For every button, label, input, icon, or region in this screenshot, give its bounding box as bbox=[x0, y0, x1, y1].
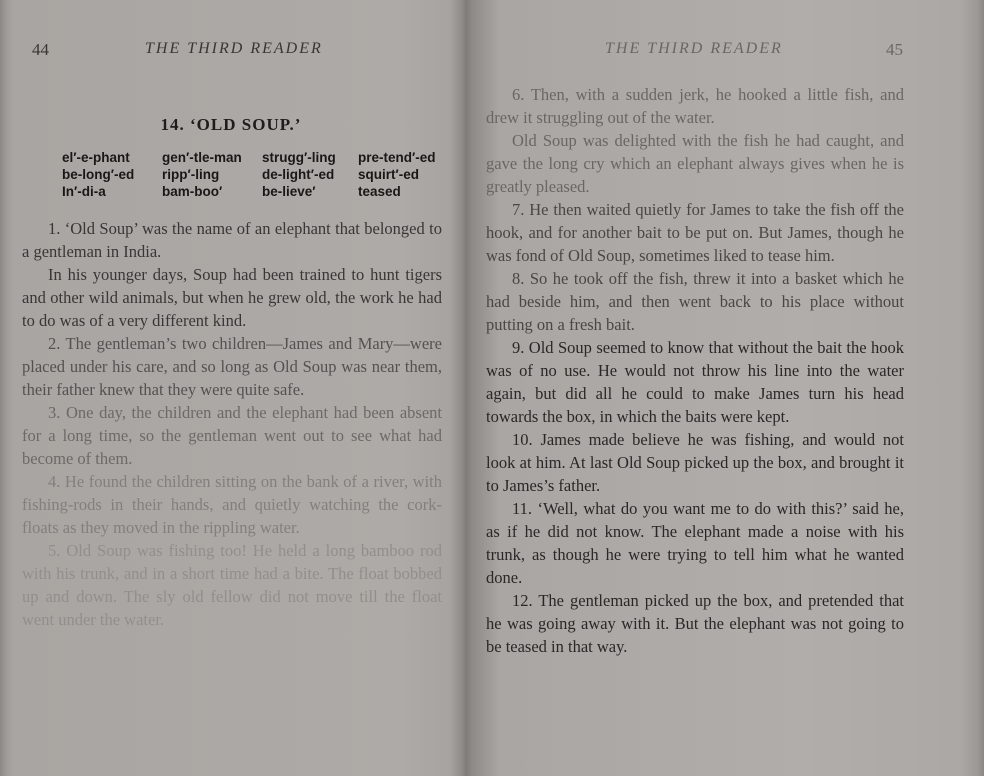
paragraph: 1. ‘Old Soup’ was the name of an elephant that belonged to a gentleman in India. bbox=[22, 219, 442, 261]
spelling-word-list bbox=[62, 150, 458, 199]
word: gen′-tle-man bbox=[162, 150, 242, 165]
left-page bbox=[0, 0, 462, 776]
left-page-text bbox=[22, 217, 442, 631]
word: el′-e-phant bbox=[62, 150, 130, 165]
word: be-lieve′ bbox=[262, 184, 316, 199]
paragraph: 12. The gentleman picked up the box, and pretended that he was going away with it. But the elephant was not going to be teased in that way. bbox=[486, 591, 904, 656]
paragraph: 8. So he took off the fish, threw it into a basket which he had beside him, and then went back to his place without putting on a fresh bait. bbox=[486, 269, 904, 334]
page-number: 44 bbox=[32, 40, 49, 59]
word: strugg′-ling bbox=[262, 150, 336, 165]
right-page-text bbox=[486, 83, 904, 658]
paragraph: 3. One day, the children and the elephant had been absent for a long time, so the gentleman went out to see what had become of them. bbox=[22, 403, 442, 468]
running-header: THE THIRD READER bbox=[145, 40, 323, 57]
word: ripp′-ling bbox=[162, 167, 220, 182]
paragraph: 6. Then, with a sudden jerk, he hooked a little fish, and drew it struggling out of the water. bbox=[486, 85, 904, 127]
paragraph: 11. ‘Well, what do you want me to do with this?’ said he, as if he did not know. The elephant made a noise with his trunk, as though he were trying to tell him what he wanted done. bbox=[486, 499, 904, 587]
paragraph: 2. The gentleman’s two children—James and Mary—were placed under his care, and so long as Old Soup was near them, their father knew that they were quite safe. bbox=[22, 334, 442, 399]
word: bam-boo′ bbox=[162, 184, 223, 199]
running-header: THE THIRD READER bbox=[605, 40, 783, 57]
paragraph: In his younger days, Soup had been trained to hunt tigers and other wild animals, but when he grew old, the work he had to do was of a very different kind. bbox=[22, 265, 442, 330]
paragraph: 5. Old Soup was fishing too! He held a long bamboo rod with his trunk, and in a short time had a bite. The float bobbed up and down. The sly old fellow did not move till the float went under the water. bbox=[22, 541, 442, 629]
word: In′-di-a bbox=[62, 184, 106, 199]
paragraph: 9. Old Soup seemed to know that without the bait the hook was of no use. He would not throw his line into the water again, but did all he could to make James turn his head towards the box, in which the baits were kept. bbox=[486, 338, 904, 426]
word: squirt′-ed bbox=[358, 167, 419, 182]
word: pre-tend′-ed bbox=[358, 150, 436, 165]
paragraph: 4. He found the children sitting on the bank of a river, with fishing-rods in their hands, and quietly watching the cork-floats as they moved in the rippling water. bbox=[22, 472, 442, 537]
paragraph: 10. James made believe he was fishing, and would not look at him. At last Old Soup picked up the box, and brought it to James’s father. bbox=[486, 430, 904, 495]
paragraph: Old Soup was delighted with the fish he had caught, and gave the long cry which an elephant always gives when he is greatly pleased. bbox=[486, 131, 904, 196]
right-page bbox=[468, 0, 984, 776]
paragraph: 7. He then waited quietly for James to take the fish off the hook, and for another bait to be put on. But James, though he was fond of Old Soup, sometimes liked to tease him. bbox=[486, 200, 904, 265]
lesson-title: 14. ‘OLD SOUP.’ bbox=[160, 115, 302, 134]
word: de-light′-ed bbox=[262, 167, 335, 182]
word: teased bbox=[358, 184, 401, 199]
word: be-long′-ed bbox=[62, 167, 135, 182]
page-number: 45 bbox=[886, 40, 903, 59]
